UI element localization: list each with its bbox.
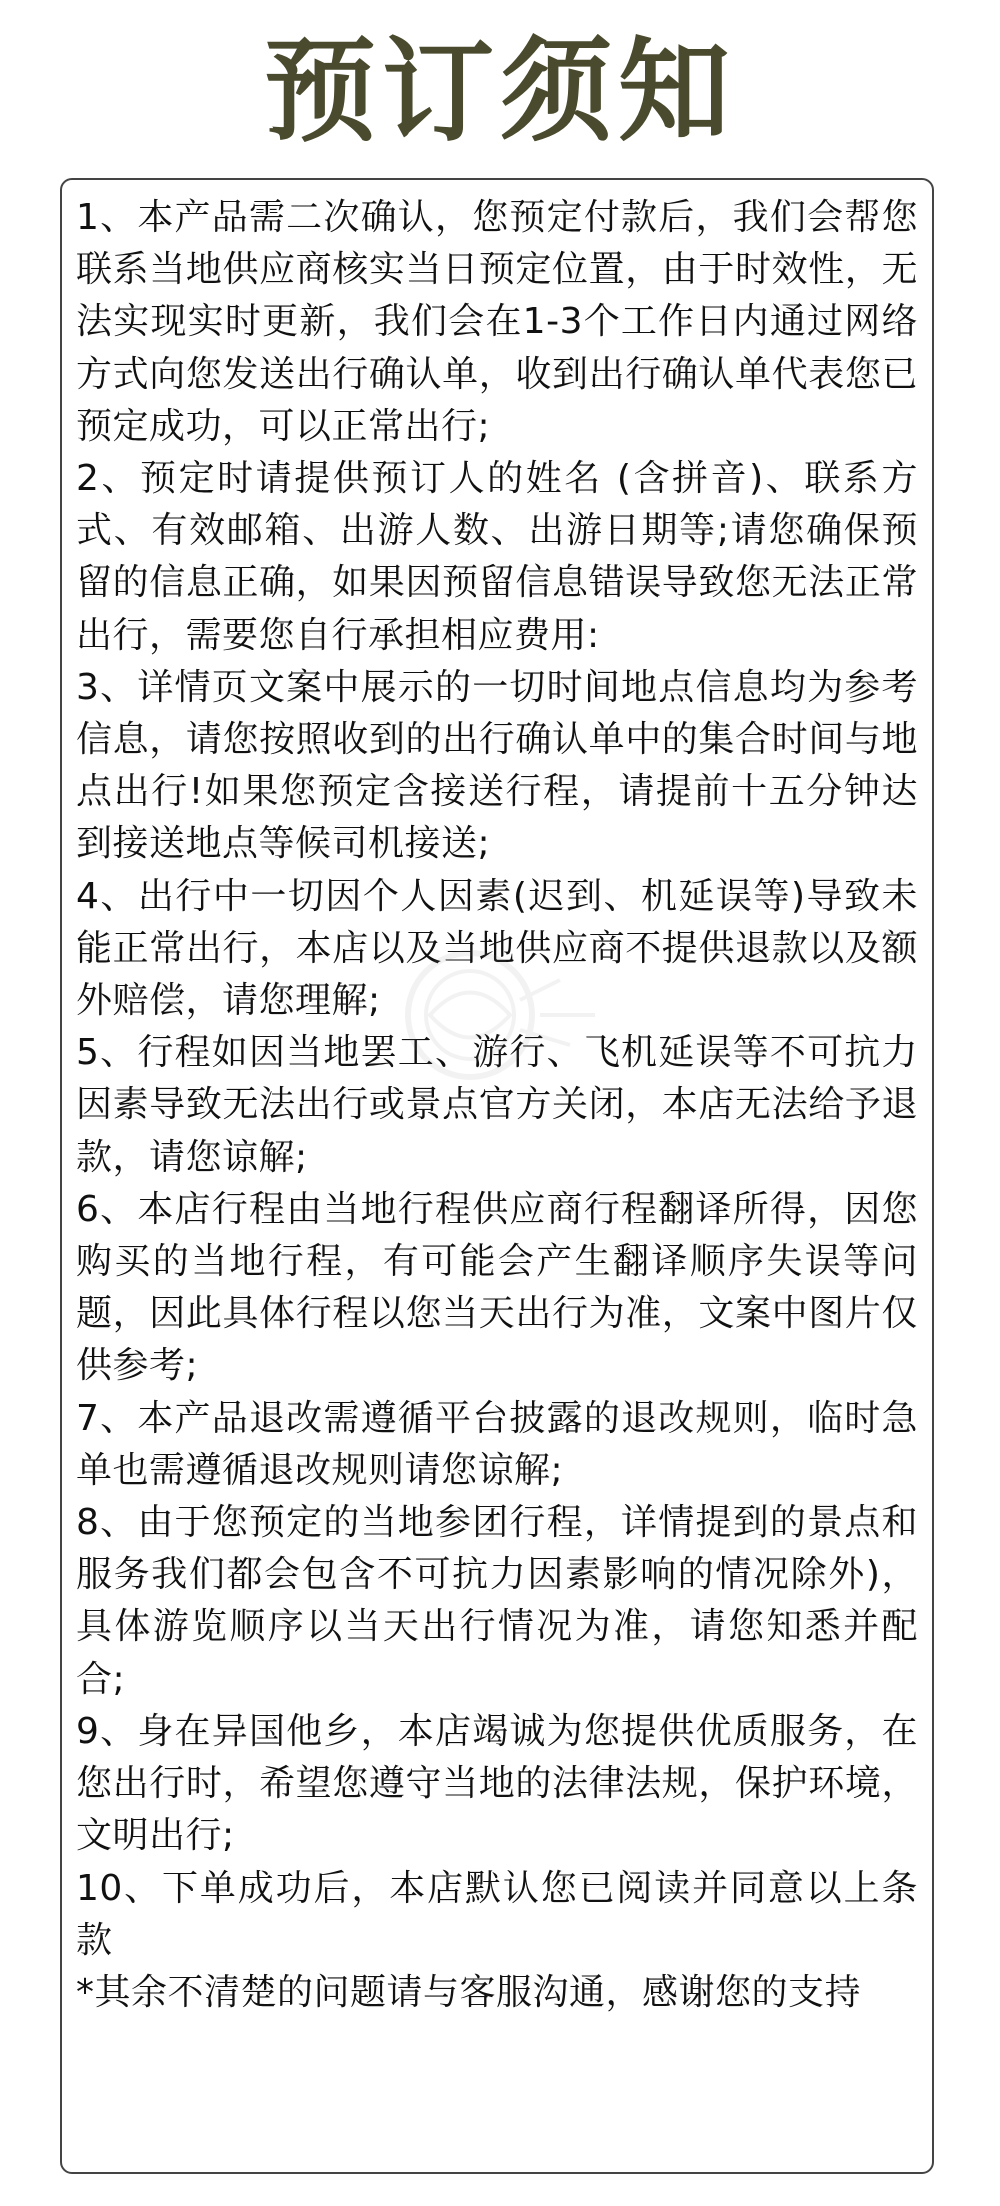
- notice-item-8: 8、由于您预定的当地参团行程，详情提到的景点和服务我们都会包含不可抗力因素影响的情况除外)，具体游览顺序以当天出行情况为准，请您知悉并配合;: [76, 1502, 918, 1700]
- page-title: 预订须知: [264, 27, 736, 157]
- notice-footer: *其余不清楚的问题请与客服沟通，感谢您的支持: [76, 1971, 862, 2013]
- notice-item-4: 4、出行中一切因个人因素(迟到、机延误等)导致未能正常出行，本店以及当地供应商不提供退款以及额外赔偿，请您理解;: [76, 875, 918, 1022]
- notice-item-2: 2、预定时请提供预订人的姓名 (含拼音)、联系方式、有效邮箱、出游人数、出游日期等;请您确保预留的信息正确，如果因预留信息错误导致您无法正常出行，需要您自行承担相应费用:: [76, 458, 918, 656]
- booking-notice-box: [60, 178, 934, 2174]
- notice-item-6: 6、本店行程由当地行程供应商行程翻译所得，因您购买的当地行程，有可能会产生翻译顺序失误等问题，因此具体行程以您当天出行为准，文案中图片仅供参考;: [76, 1188, 918, 1387]
- notice-item-5: 5、行程如因当地罢工、游行、飞机延误等不可抗力因素导致无法出行或景点官方关闭，本店无法给予退款，请您谅解;: [76, 1032, 918, 1178]
- notice-item-10: 10、下单成功后，本店默认您已阅读并同意以上条款: [76, 1867, 918, 1961]
- notice-item-7: 7、本产品退改需遵循平台披露的退改规则，临时急单也需遵循退改规则请您谅解;: [76, 1397, 918, 1491]
- notice-item-1: 1、本产品需二次确认，您预定付款后，我们会帮您联系当地供应商核实当日预定位置，由于时效性，无法实现实时更新，我们会在1-3个工作日内通过网络方式向您发送出行确认单，收到出行确认单代表您已预定成功，可以正常出行;: [76, 197, 918, 447]
- notice-item-9: 9、身在异国他乡，本店竭诚为您提供优质服务，在您出行时，希望您遵守当地的法律法规，保护环境，文明出行;: [76, 1710, 918, 1857]
- notice-item-3: 3、详情页文案中展示的一切时间地点信息均为参考信息，请您按照收到的出行确认单中的集合时间与地点出行!如果您预定含接送行程，请提前十五分钟达到接送地点等候司机接送;: [76, 666, 918, 865]
